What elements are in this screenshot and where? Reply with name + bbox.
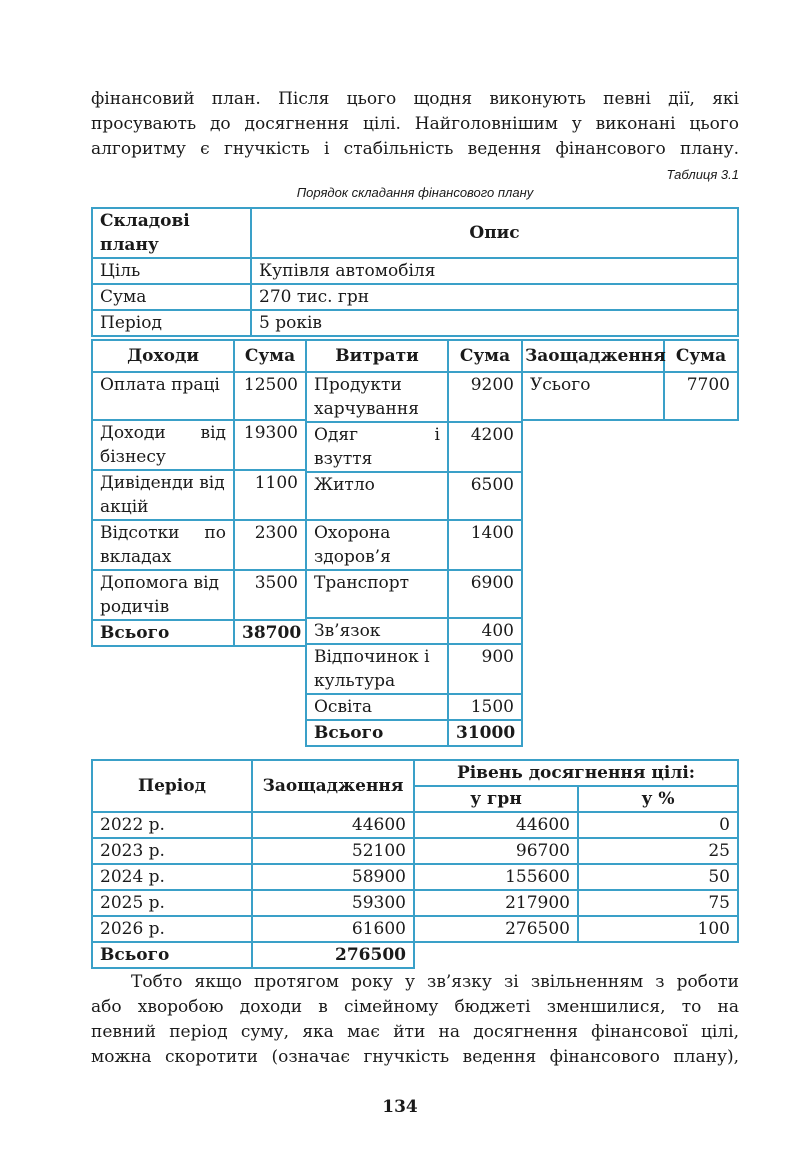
outro-paragraph [91,970,739,1070]
progress-table [91,759,739,969]
page-number: 134 [382,1097,418,1117]
expense-item [306,422,448,472]
plan-cell: Сума [92,284,251,310]
income-item: Дивіденди від акцій [92,470,234,520]
income-amount: 19300 [234,420,306,470]
table-row [92,372,306,420]
outro-line: або хворобою доходи в сімейному бюджеті зменшилися, то на [91,997,739,1017]
header-cell: Сума [448,340,522,372]
table-row [306,340,522,372]
expense-amount: 4200 [448,422,522,472]
expense-item: Транспорт [306,570,448,618]
table-row [306,472,522,520]
plan-cell: Купівля автомобіля [251,258,738,284]
savings-amount: 7700 [664,372,738,420]
income-item-line1: Відсотки по [100,523,226,543]
savings-cell: 44600 [252,812,414,838]
table-title: Порядок складання фінансового плану [296,185,534,200]
table-row [92,208,738,258]
income-item-line2: вкладах [100,547,172,567]
plan-cell: Період [92,310,251,336]
expense-item: Освіта [306,694,448,720]
period-cell: 2025 р. [92,890,252,916]
table-row [92,570,306,620]
table-row [92,760,738,786]
expense-item: Відпочинок і культура [306,644,448,694]
period-cell: 2024 р. [92,864,252,890]
table-row [306,618,522,644]
plan-table [91,207,739,337]
expense-amount: 9200 [448,372,522,422]
pct-cell: 0 [578,812,738,838]
progress-total-amount: 276500 [252,942,414,968]
table-row [92,942,738,968]
expense-item: Продукти харчування [306,372,448,422]
header-cell: Заощадження [522,340,664,372]
intro-paragraph [91,87,739,162]
income-table [91,339,307,647]
expense-item-line1: Одяг і [314,425,440,445]
table-row [92,310,738,336]
table-row [522,340,738,372]
expense-table [305,339,523,747]
table-row [306,422,522,472]
table-row [306,372,522,422]
income-item [92,420,234,470]
savings-cell: 61600 [252,916,414,942]
uah-cell: 217900 [414,890,578,916]
savings-cell: 59300 [252,890,414,916]
outro-line: певний період суму, яка має йти на досягнення фінансової цілі, [91,1022,739,1042]
header-cell: Сума [664,340,738,372]
period-cell: 2023 р. [92,838,252,864]
income-item: Допомога від родичів [92,570,234,620]
table-row [92,620,306,646]
expense-amount: 1400 [448,520,522,570]
table-row [306,570,522,618]
expense-total-amount: 31000 [448,720,522,746]
income-amount: 1100 [234,470,306,520]
expense-item-line2: взуття [314,449,373,469]
header-cell: Доходи [92,340,234,372]
outro-line: Тобто якщо протягом року у зв’язку зі звільненням з роботи [131,972,739,992]
table-row [306,720,522,746]
pct-cell: 75 [578,890,738,916]
pct-cell: 100 [578,916,738,942]
empty-cell [414,942,578,968]
header-cell: Опис [251,208,738,258]
header-cell: Сума [234,340,306,372]
pct-cell: 25 [578,838,738,864]
header-level: Рівень досягнення цілі: [414,760,738,786]
table-row [522,372,738,420]
expense-total-label: Всього [306,720,448,746]
savings-cell: 52100 [252,838,414,864]
expense-item: Охорона здоров’я [306,520,448,570]
savings-item: Усього [522,372,664,420]
table-row [92,258,738,284]
table-row [306,644,522,694]
expense-item: Зв’язок [306,618,448,644]
savings-cell: 58900 [252,864,414,890]
table-row [92,340,306,372]
header-cell: Складові плану [92,208,251,258]
uah-cell: 276500 [414,916,578,942]
plan-cell: Ціль [92,258,251,284]
intro-line: просувають до досягнення цілі. Найголовнішим у виконані цього [91,114,739,134]
header-uah: у грн [414,786,578,812]
table-row [306,694,522,720]
plan-cell: 270 тис. грн [251,284,738,310]
pct-cell: 50 [578,864,738,890]
income-amount: 2300 [234,520,306,570]
uah-cell: 155600 [414,864,578,890]
header-pct: у % [578,786,738,812]
table-row [92,916,738,942]
uah-cell: 44600 [414,812,578,838]
header-cell: Витрати [306,340,448,372]
income-item-line1: Доходи від [100,423,226,443]
income-amount: 12500 [234,372,306,420]
period-cell: 2022 р. [92,812,252,838]
progress-total-label: Всього [92,942,252,968]
period-cell: 2026 р. [92,916,252,942]
income-item-line2: бізнесу [100,447,166,467]
header-period: Період [92,760,252,812]
table-row [92,812,738,838]
expense-amount: 6500 [448,472,522,520]
income-total-amount: 38700 [234,620,306,646]
expense-amount: 900 [448,644,522,694]
empty-cell [578,942,738,968]
table-row [306,520,522,570]
income-item [92,520,234,570]
plan-cell: 5 років [251,310,738,336]
table-label: Таблиця 3.1 [666,167,739,182]
uah-cell: 96700 [414,838,578,864]
outro-line: можна скоротити (означає гнучкість ведення фінансового плану), [91,1047,739,1067]
table-row [92,470,306,520]
savings-table [521,339,739,421]
table-row [92,838,738,864]
table-row [92,520,306,570]
expense-amount: 1500 [448,694,522,720]
intro-line: алгоритму є гнучкість і стабільність ведення фінансового плану. [91,139,739,159]
table-row [92,284,738,310]
expense-amount: 6900 [448,570,522,618]
income-amount: 3500 [234,570,306,620]
intro-line: фінансовий план. Після цього щодня виконують певні дії, які [91,89,739,109]
table-row [92,864,738,890]
table-row [92,420,306,470]
expense-item: Житло [306,472,448,520]
expense-amount: 400 [448,618,522,644]
income-item: Оплата праці [92,372,234,420]
table-row [92,890,738,916]
income-total-label: Всього [92,620,234,646]
header-savings: Заощадження [252,760,414,812]
